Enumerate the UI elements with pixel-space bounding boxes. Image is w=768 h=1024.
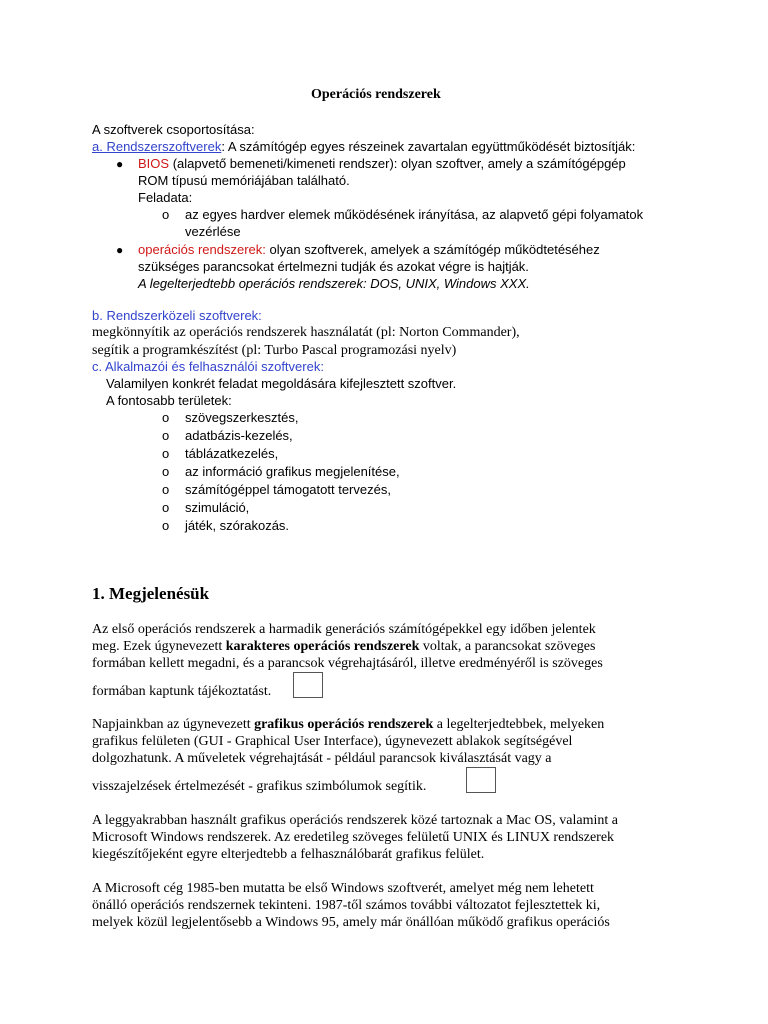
paragraph-2-line-1 [92, 716, 604, 734]
paragraph-4-line-3: melyek közül legjelentősebb a Windows 95, amely már önállóan működő grafikus operációs [92, 915, 610, 930]
paragraph-1-line-4: formában kaptunk tájékoztatást. [92, 684, 272, 699]
circle-bullet-icon: o [162, 207, 170, 222]
bullet-icon: ● [116, 157, 124, 171]
circle-bullet-icon: o [162, 446, 170, 461]
list-item: táblázatkezelés, [185, 446, 279, 461]
list-item: szövegszerkesztés, [185, 410, 299, 425]
list-item: szimuláció, [185, 500, 250, 515]
bios-text-1: (alapvető bemeneti/kimeneti rendszer): olyan szoftver, amely a számítógépgép [169, 156, 626, 171]
bios-line-2: ROM típusú memóriájában található. [138, 173, 350, 188]
text-run: Napjainkban az úgynevezett [92, 717, 255, 732]
paragraph-4-line-1: A Microsoft cég 1985-ben mutatta be első Windows szoftverét, amelyet még nem lehetett [92, 881, 594, 896]
list-item: játék, szórakozás. [185, 518, 290, 533]
paragraph-3-line-1: A leggyakrabban használt grafikus operációs rendszerek közé tartoznak a Mac OS, valamint a [92, 813, 618, 828]
list-item: adatbázis-kezelés, [185, 428, 293, 443]
bios-line-1 [138, 155, 626, 173]
paragraph-2-line-4: visszajelzések értelmezését - grafikus szimbólumok segítik. [92, 779, 427, 794]
os-line-1 [138, 241, 600, 259]
section-a-text: : A számítógép egyes részeinek zavartalan együttműködését biztosítják: [221, 139, 636, 154]
paragraph-1-line-2 [92, 638, 595, 656]
bold-term: karakteres operációs rendszerek [225, 639, 420, 654]
section-b-line-2: segítik a programkészítést (pl: Turbo Pascal programozási nyelv) [92, 343, 457, 358]
bios-task-line-1: az egyes hardver elemek működésének irányítása, az alapvető gépi folyamatok [185, 207, 644, 222]
paragraph-3-line-3: kiegészítőjeként egyre elterjedtebb a felhasználóbarát grafikus felület. [92, 847, 485, 862]
section-b-label: b. Rendszerközeli szoftverek: [92, 308, 262, 323]
paragraph-2-line-3: dolgozhatunk. A műveletek végrehajtását - például parancsok kiválasztását vagy a [92, 751, 552, 766]
page-title: Operációs rendszerek [311, 87, 441, 102]
section-a-label: a. Rendszerszoftverek [92, 139, 222, 154]
section-a-line [92, 138, 635, 156]
text-run: meg. Ezek úgynevezett [92, 639, 226, 654]
os-text-1: olyan szoftverek, amelyek a számítógép működtetéséhez [265, 242, 600, 257]
circle-bullet-icon: o [162, 410, 170, 425]
list-item: számítógéppel támogatott tervezés, [185, 482, 391, 497]
embedded-object-placeholder[interactable] [293, 672, 323, 698]
paragraph-2-line-2: grafikus felületen (GUI - Graphical User Interface), úgynevezett ablakok segítségével [92, 734, 573, 749]
section-c-line-2: A fontosabb területek: [106, 393, 232, 408]
circle-bullet-icon: o [162, 518, 170, 533]
section-b-line-1: megkönnyítik az operációs rendszerek használatát (pl: Norton Commander), [92, 325, 520, 340]
os-line-3: A legelterjedtebb operációs rendszerek: DOS, UNIX, Windows XXX. [138, 276, 530, 291]
bios-task-label: Feladata: [138, 190, 193, 205]
section-heading: 1. Megjelenésük [92, 584, 210, 603]
bios-name: BIOS [138, 156, 170, 171]
paragraph-1-line-1: Az első operációs rendszerek a harmadik generációs számítógépekkel egy időben jelentek [92, 622, 596, 637]
circle-bullet-icon: o [162, 428, 170, 443]
circle-bullet-icon: o [162, 482, 170, 497]
os-name: operációs rendszerek: [138, 242, 266, 257]
bold-term: grafikus operációs rendszerek [254, 717, 434, 732]
section-c-label: c. Alkalmazói és felhasználói szoftverek: [92, 359, 324, 374]
text-run: a legelterjedtebbek, melyeken [433, 717, 605, 732]
bios-task-line-2: vezérlése [185, 224, 241, 239]
paragraph-3-line-2: Microsoft Windows rendszerek. Az eredetileg szöveges felületű UNIX és LINUX rendszerek [92, 830, 615, 845]
embedded-object-placeholder[interactable] [466, 767, 496, 793]
paragraph-1-line-3: formában kellett megadni, és a parancsok végrehajtásáról, illetve eredményéről is szöveges [92, 656, 603, 671]
paragraph-4-line-2: önálló operációs rendszernek tekinteni. 1987-től számos további változatot fejlesztettek ki, [92, 898, 601, 913]
os-line-2: szükséges parancsokat értelmezni tudják és azokat végre is hajtják. [138, 259, 529, 274]
intro-text: A szoftverek csoportosítása: [92, 122, 255, 137]
text-run: voltak, a parancsokat szöveges [419, 639, 596, 654]
circle-bullet-icon: o [162, 500, 170, 515]
bullet-icon: ● [116, 243, 124, 257]
circle-bullet-icon: o [162, 464, 170, 479]
list-item: az információ grafikus megjelenítése, [185, 464, 400, 479]
section-c-line-1: Valamilyen konkrét feladat megoldására kifejlesztett szoftver. [106, 376, 457, 391]
